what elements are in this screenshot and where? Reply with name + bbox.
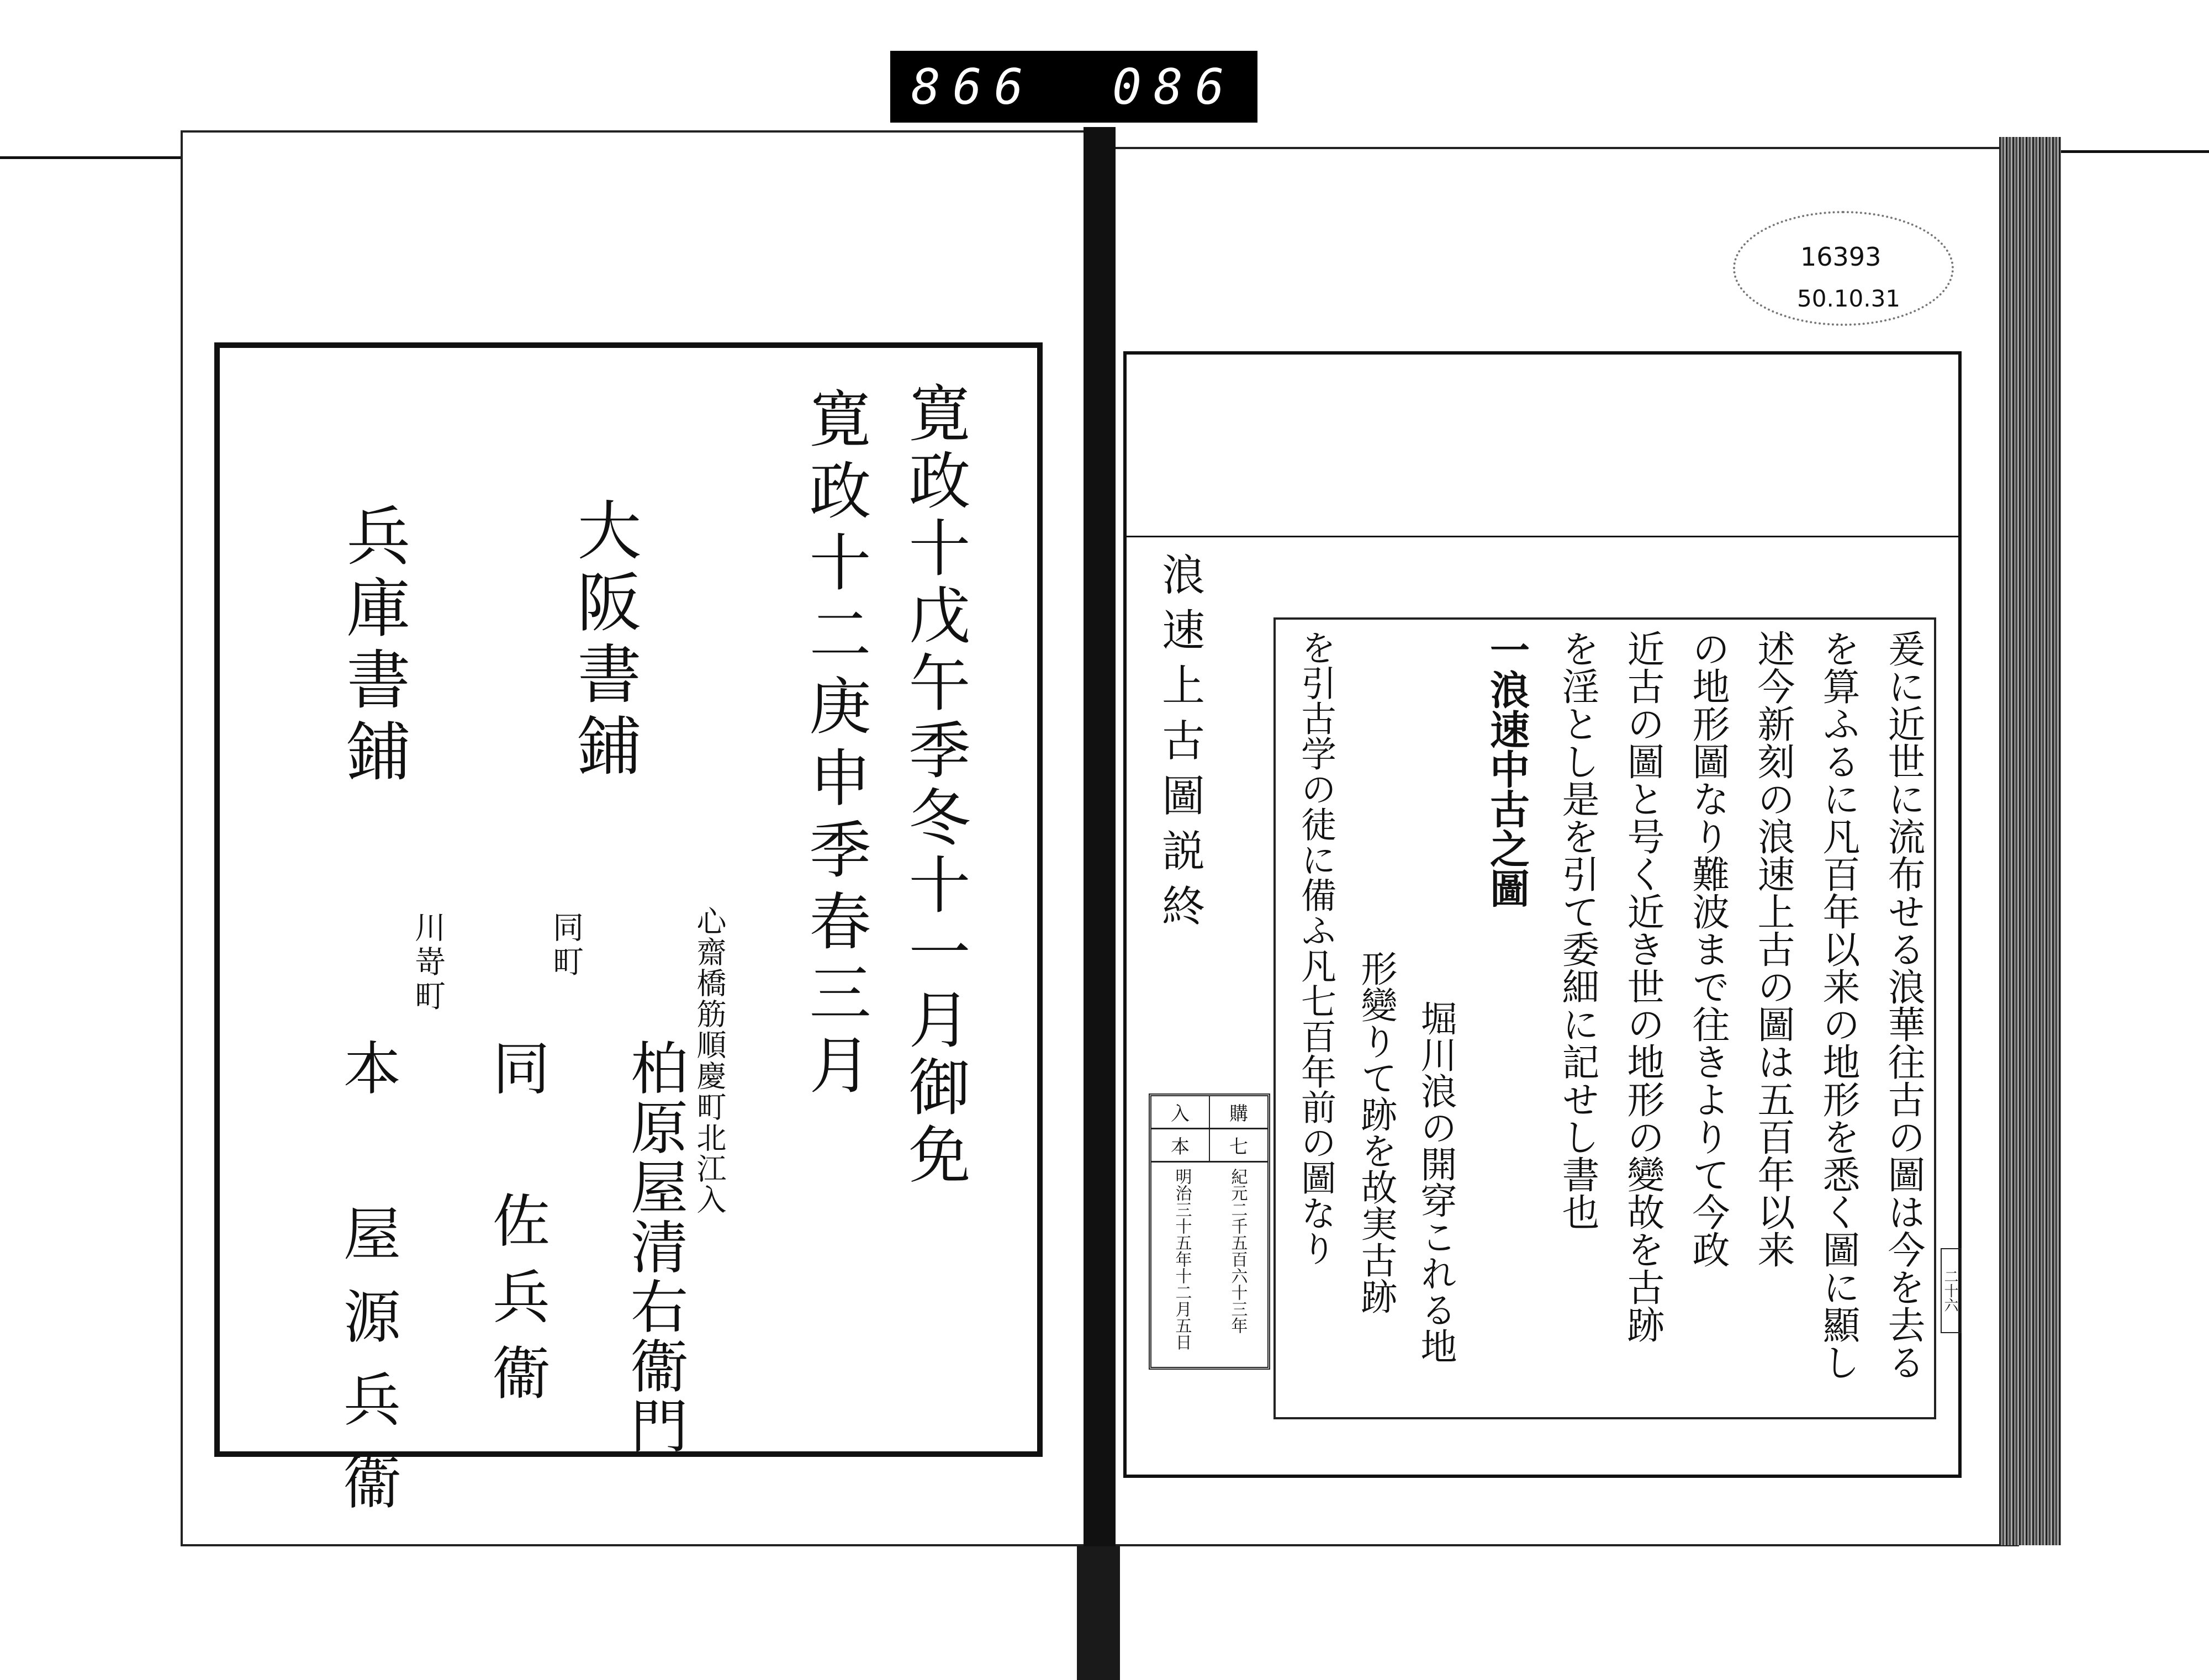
book-gutter	[1084, 127, 1116, 1680]
shop-motoya: 本 屋源兵衞	[334, 1038, 401, 1535]
permit-date: 寛政十戊午季冬十一月御免	[899, 381, 970, 1190]
commentary-line-9: 形變りて跡を故実古跡	[1355, 950, 1397, 1314]
page-edges	[1999, 137, 2061, 1545]
library-stamp	[1733, 211, 1954, 326]
right-page-rule	[1127, 536, 1958, 537]
closing-title: 浪速上古圖説終	[1155, 552, 1204, 939]
gutter-shadow	[1077, 1546, 1120, 1680]
film-frame-counter	[890, 51, 1257, 123]
page-number: 二十六	[1941, 1248, 1962, 1333]
hyogo-publishers-heading: 兵庫書鋪	[336, 503, 410, 790]
commentary-line-8: 堀川浪の開穿これる地	[1414, 1000, 1457, 1364]
shop-kashiwaraya: 柏原屋清右衞門	[621, 1038, 688, 1456]
commentary-line-10: を引古学の徒に備ふ凡七百年前の圖なり	[1295, 630, 1336, 1266]
accession-cell: 七	[1209, 1129, 1267, 1161]
accession-cell: 本	[1171, 1136, 1190, 1158]
commentary-line-5: 近古の圖と号く近き世の地形の變故を古跡	[1621, 630, 1664, 1343]
frame-counter-left: 866	[911, 58, 1035, 115]
frame-counter-right: 086	[1112, 58, 1236, 115]
commentary-line-6: を淫とし是を引て委細に記せし書也	[1556, 630, 1599, 1230]
accession-meiji-date: 明治三十五年十二月五日	[1172, 1168, 1192, 1350]
library-stamp-date: 50.10.31	[1797, 285, 1901, 312]
osaka-publishers-heading: 大阪書鋪	[567, 497, 641, 784]
scan-line-right	[2060, 150, 2209, 153]
commentary-line-4: の地形圖なり難波まで往きよりて今政	[1686, 630, 1730, 1268]
commentary-line-1: 爰に近世に流布せる浪華往古の圖は今を去る	[1882, 630, 1925, 1381]
commentary-heading: 一浪速中古之圖	[1483, 630, 1530, 908]
address-shinsaibashi: 心齋橋筋順慶町北江入	[692, 906, 727, 1215]
publication-date: 寛政十二庚申季春三月	[799, 387, 871, 1105]
accession-cell: 購	[1209, 1096, 1267, 1128]
accession-kigen-date: 紀元二千五百六十三年	[1228, 1168, 1248, 1334]
accession-stamp	[1149, 1093, 1270, 1370]
address-domachi: 同町	[548, 911, 584, 980]
accession-cell: 入	[1171, 1103, 1190, 1125]
address-kawasaki: 川嵜町	[410, 911, 446, 1014]
commentary-line-3: 述今新刻の浪速上古の圖は五百年以来	[1751, 630, 1795, 1268]
library-stamp-number: 16393	[1800, 242, 1882, 272]
shop-sahei: 同 佐兵衞	[483, 1038, 550, 1419]
commentary-line-2: を算ふるに凡百年以来の地形を悉く圖に顯し	[1816, 630, 1860, 1381]
scan-line-left	[0, 156, 182, 159]
